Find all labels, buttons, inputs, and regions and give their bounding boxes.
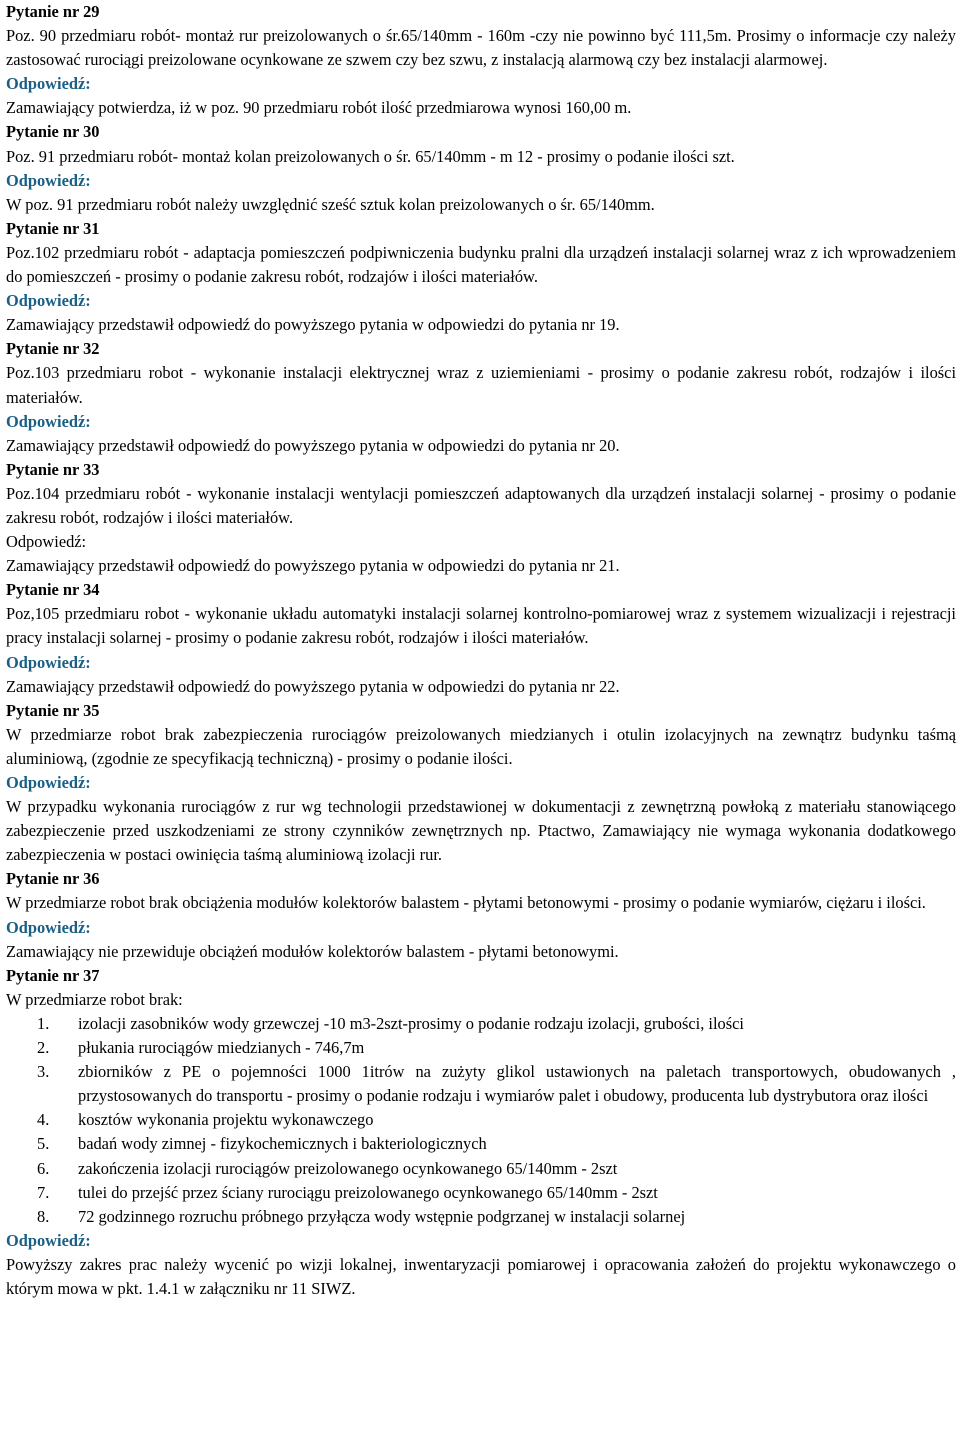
- question-heading: Pytanie nr 29: [6, 2, 100, 21]
- list-item-number: 6.: [37, 1158, 50, 1178]
- answer-label: Odpowiedź:: [6, 411, 91, 431]
- question-30: [6, 120, 956, 216]
- answer-text: Zamawiający nie przewiduje obciążeń modułów kolektorów balastem - płytami betonowymi.: [6, 941, 619, 961]
- list-item: [6, 1181, 956, 1205]
- list-item-number: 7.: [37, 1182, 50, 1202]
- answer-label: Odpowiedź:: [6, 1230, 91, 1250]
- answer-label: Odpowiedź:: [6, 532, 87, 552]
- question-text: Poz.104 przedmiaru robót - wykonanie instalacji wentylacji pomieszczeń adaptowanych dla urządzeń instalacji solarnej - prosimy o podanie zakresu robót, rodzajów i ilości materiałów.: [6, 483, 956, 527]
- question-35: [6, 699, 956, 868]
- list-item: [6, 1036, 956, 1060]
- list-item-number: 1.: [37, 1013, 50, 1033]
- answer-text: Zamawiający przedstawił odpowiedź do powyższego pytania w odpowiedzi do pytania nr 19.: [6, 315, 620, 335]
- list-item-text: izolacji zasobników wody grzewczej -10 m3-2szt-prosimy o podanie rodzaju izolacji, grubości, ilości: [78, 1013, 744, 1033]
- question-heading: Pytanie nr 33: [6, 459, 100, 479]
- list-item: [6, 1012, 956, 1036]
- list-item-number: 3.: [37, 1062, 50, 1082]
- question-34: [6, 578, 956, 698]
- question-heading: Pytanie nr 32: [6, 339, 100, 359]
- list-item-number: 4.: [37, 1110, 50, 1130]
- answer-text: Zamawiający przedstawił odpowiedź do powyższego pytania w odpowiedzi do pytania nr 22.: [6, 676, 620, 696]
- question-33: [6, 458, 956, 578]
- question-heading: Pytanie nr 31: [6, 218, 100, 238]
- list-item-text: tulei do przejść przez ściany rurociągu preizolowanego ocynkowanego 65/140mm - 2szt: [78, 1182, 658, 1202]
- question-37: [6, 964, 956, 1301]
- list-item-number: 2.: [37, 1038, 50, 1058]
- list-item-text: zbiorników z PE o pojemności 1000 1itrów na zużyty glikol ustawionych na paletach transportowych, obudowanych , przystosowanych do transportu - prosimy o podanie rodzaju i wymiarów palet i obudowy, producenta lub dystrybutora oraz ilości: [78, 1062, 956, 1106]
- question-text: Poz. 90 przedmiaru robót- montaż rur preizolowanych o śr.65/140mm - 160m -czy nie powinno być 111,5m. Prosimy o informacje czy należy zastosować rurociągi preizolowane ocynkowane ze szwem czy bez szwu, z instalacją alarmową czy bez instalacji alarmowej.: [6, 26, 956, 70]
- answer-text: W przypadku wykonania rurociągów z rur wg technologii przedstawionej w dokumentacji z zewnętrzną powłoką z materiału stanowiącego zabezpieczenie przed uszkodzeniami ze strony czynników zewnętrznych np. Ptactwo, Zamawiający nie wymaga wykonania dodatkowego zabezpieczenia w postaci owinięcia taśmą aluminiową izolacji rur.: [6, 797, 956, 865]
- list-item: [6, 1132, 956, 1156]
- document-page: [6, 0, 956, 1301]
- list-item: [6, 1060, 956, 1108]
- question-heading: Pytanie nr 37: [6, 965, 100, 985]
- answer-text: Powyższy zakres prac należy wycenić po wizji lokalnej, inwentaryzacji pomiarowej i opracowania założeń do projektu wykonawczego o którym mowa w pkt. 1.4.1 w załączniku nr 11 SIWZ.: [6, 1254, 956, 1298]
- answer-label: Odpowiedź:: [6, 773, 91, 792]
- question-heading: Pytanie nr 36: [6, 869, 100, 889]
- question-29: [6, 0, 956, 120]
- question-text: Poz. 91 przedmiaru robót- montaż kolan preizolowanych o śr. 65/140mm - m 12 - prosimy o podanie ilości szt.: [6, 146, 735, 166]
- answer-text: Zamawiający potwierdza, iż w poz. 90 przedmiaru robót ilość przedmiarowa wynosi 160,00 m.: [6, 98, 632, 118]
- question-intro: W przedmiarze robot brak:: [6, 989, 183, 1009]
- list-item-text: zakończenia izolacji rurociągów preizolowanego ocynkowanego 65/140mm - 2szt: [78, 1158, 618, 1178]
- question-31: [6, 217, 956, 337]
- question-text: Poz,105 przedmiaru robot - wykonanie układu automatyki instalacji solarnej kontrolno-pomiarowej wraz z systemem wizualizacji i rejestracji pracy instalacji solarnej - prosimy o podanie zakresu robót, rodzajów i ilości materiałów.: [6, 604, 956, 648]
- list-item: [6, 1108, 956, 1132]
- answer-text: Zamawiający przedstawił odpowiedź do powyższego pytania w odpowiedzi do pytania nr 21.: [6, 556, 620, 576]
- question-heading: Pytanie nr 35: [6, 700, 100, 720]
- question-text: Poz.103 przedmiaru robot - wykonanie instalacji elektrycznej wraz z uziemieniami - prosimy o podanie zakresu robót, rodzajów i ilości materiałów.: [6, 363, 956, 407]
- question-36: [6, 867, 956, 963]
- question-heading: Pytanie nr 34: [6, 580, 100, 600]
- list-item-text: badań wody zimnej - fizykochemicznych i bakteriologicznych: [78, 1134, 487, 1154]
- question-text: Poz.102 przedmiaru robót - adaptacja pomieszczeń podpiwniczenia budynku pralni dla urządzeń instalacji solarnej wraz z ich wprowadzeniem do pomieszczeń - prosimy o podanie zakresu robót, rodzajów i ilości materiałów.: [6, 242, 956, 287]
- question-heading: Pytanie nr 30: [6, 122, 100, 142]
- list-item-number: 8.: [37, 1206, 50, 1226]
- answer-label: Odpowiedź:: [6, 74, 91, 94]
- question-text: W przedmiarze robot brak zabezpieczenia rurociągów preizolowanych miedzianych i otulin izolacyjnych na zewnątrz budynku taśmą aluminiową, (zgodnie ze specyfikacją techniczną) - prosimy o podanie ilości.: [6, 724, 956, 768]
- answer-label: Odpowiedź:: [6, 291, 91, 311]
- answer-label: Odpowiedź:: [6, 652, 91, 672]
- answer-label: Odpowiedź:: [6, 170, 91, 190]
- question-32: [6, 337, 956, 457]
- question-text: W przedmiarze robot brak obciążenia modułów kolektorów balastem - płytami betonowymi - prosimy o podanie wymiarów, ciężaru i ilości.: [6, 893, 926, 913]
- answer-label: Odpowiedź:: [6, 917, 91, 937]
- list-item-text: kosztów wykonania projektu wykonawczego: [78, 1110, 374, 1130]
- missing-items-list: [6, 1012, 956, 1229]
- list-item-text: płukania rurociągów miedzianych - 746,7m: [78, 1038, 365, 1058]
- answer-text: W poz. 91 przedmiaru robót należy uwzględnić sześć sztuk kolan preizolowanych o śr. 65/140mm.: [6, 194, 655, 214]
- list-item: [6, 1157, 956, 1181]
- answer-text: Zamawiający przedstawił odpowiedź do powyższego pytania w odpowiedzi do pytania nr 20.: [6, 435, 620, 455]
- list-item-text: 72 godzinnego rozruchu próbnego przyłącza wody wstępnie podgrzanej w instalacji solarnej: [78, 1206, 686, 1226]
- list-item: [6, 1205, 956, 1229]
- list-item-number: 5.: [37, 1134, 50, 1154]
